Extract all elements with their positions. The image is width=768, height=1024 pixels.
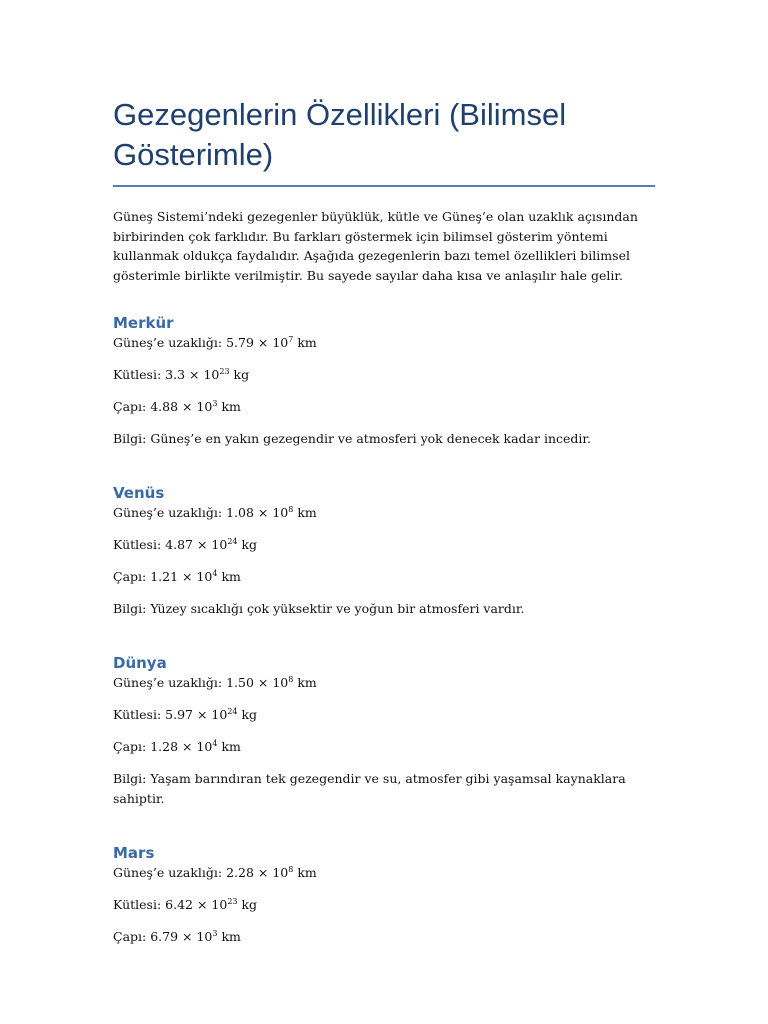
distance-mantissa: 1.50 × 10	[226, 675, 289, 690]
diameter-exponent: 3	[212, 928, 218, 938]
diameter-mantissa: 6.79 × 10	[150, 929, 213, 944]
distance-mantissa: 1.08 × 10	[226, 505, 289, 520]
distance-label: Güneş’e uzaklığı:	[113, 505, 227, 520]
mass-unit: kg	[237, 897, 258, 912]
distance-unit: km	[293, 505, 317, 520]
info-line: Bilgi: Yüzey sıcaklığı çok yüksektir ve yoğun bir atmosferi vardır.	[113, 601, 525, 616]
mass-unit: kg	[237, 707, 258, 722]
mass-mantissa: 6.42 × 10	[165, 897, 228, 912]
mass-unit: kg	[229, 367, 250, 382]
mass-mantissa: 4.87 × 10	[165, 537, 228, 552]
planet-heading: Venüs	[113, 484, 165, 502]
distance-exponent: 7	[288, 334, 294, 344]
mass-unit: kg	[237, 537, 258, 552]
diameter-label: Çapı:	[113, 399, 151, 414]
mass-exponent: 24	[227, 706, 238, 716]
info-line: Bilgi: Güneş’e en yakın gezegendir ve atmosferi yok denecek kadar incedir.	[113, 431, 591, 446]
diameter-unit: km	[217, 739, 241, 754]
diameter-unit: km	[217, 399, 241, 414]
info-line: Bilgi: Yaşam barındıran tek gezegendir ve su, atmosfer gibi yaşamsal kaynaklara sahiptir.	[113, 771, 626, 806]
planet-list	[113, 313, 655, 947]
mass-exponent: 23	[227, 896, 238, 906]
distance-line	[113, 503, 655, 523]
mass-mantissa: 5.97 × 10	[165, 707, 228, 722]
distance-unit: km	[293, 675, 317, 690]
mass-label: Kütlesi:	[113, 897, 166, 912]
diameter-mantissa: 4.88 × 10	[150, 399, 213, 414]
distance-mantissa: 2.28 × 10	[226, 865, 289, 880]
planet-heading: Mars	[113, 844, 155, 862]
diameter-unit: km	[217, 569, 241, 584]
distance-line	[113, 333, 655, 353]
diameter-line	[113, 927, 655, 947]
diameter-line	[113, 737, 655, 757]
diameter-label: Çapı:	[113, 739, 151, 754]
distance-line	[113, 673, 655, 693]
distance-mantissa: 5.79 × 10	[226, 335, 289, 350]
mass-exponent: 23	[219, 366, 230, 376]
diameter-line	[113, 397, 655, 417]
mass-label: Kütlesi:	[113, 367, 166, 382]
diameter-line	[113, 567, 655, 587]
distance-exponent: 8	[288, 504, 294, 514]
mass-line	[113, 365, 655, 385]
distance-label: Güneş’e uzaklığı:	[113, 865, 227, 880]
mass-exponent: 24	[227, 536, 238, 546]
distance-unit: km	[293, 335, 317, 350]
diameter-label: Çapı:	[113, 929, 151, 944]
mass-line	[113, 535, 655, 555]
diameter-exponent: 4	[212, 568, 218, 578]
planet-section-mars	[113, 843, 655, 947]
distance-exponent: 8	[288, 674, 294, 684]
distance-exponent: 8	[288, 864, 294, 874]
planet-section-dunya	[113, 653, 655, 809]
title-underline	[113, 185, 655, 187]
distance-line	[113, 863, 655, 883]
planet-section-venus	[113, 483, 655, 619]
diameter-mantissa: 1.21 × 10	[150, 569, 213, 584]
diameter-exponent: 3	[212, 398, 218, 408]
diameter-exponent: 4	[212, 738, 218, 748]
distance-label: Güneş’e uzaklığı:	[113, 335, 227, 350]
document-title: Gezegenlerin Özellikleri (Bilimsel Gösterimle)	[113, 97, 567, 172]
mass-mantissa: 3.3 × 10	[165, 367, 220, 382]
distance-unit: km	[293, 865, 317, 880]
diameter-mantissa: 1.28 × 10	[150, 739, 213, 754]
planet-heading: Merkür	[113, 314, 174, 332]
mass-label: Kütlesi:	[113, 707, 166, 722]
diameter-unit: km	[217, 929, 241, 944]
mass-label: Kütlesi:	[113, 537, 166, 552]
distance-label: Güneş’e uzaklığı:	[113, 675, 227, 690]
diameter-label: Çapı:	[113, 569, 151, 584]
mass-line	[113, 705, 655, 725]
mass-line	[113, 895, 655, 915]
document-page	[113, 0, 655, 947]
planet-heading: Dünya	[113, 654, 167, 672]
intro-paragraph: Güneş Sistemi’ndeki gezegenler büyüklük, kütle ve Güneş’e olan uzaklık açısından birbirinden çok farklıdır. Bu farkları göstermek için bilimsel gösterim yöntemi kullanmak oldukça faydalıdır. Aşağıda gezegenlerin bazı temel özellikleri bilimsel gösterimle birlikte verilmiştir. Bu sayede sayılar daha kısa ve anlaşılır hale gelir.	[113, 209, 638, 283]
planet-section-merkur	[113, 313, 655, 449]
